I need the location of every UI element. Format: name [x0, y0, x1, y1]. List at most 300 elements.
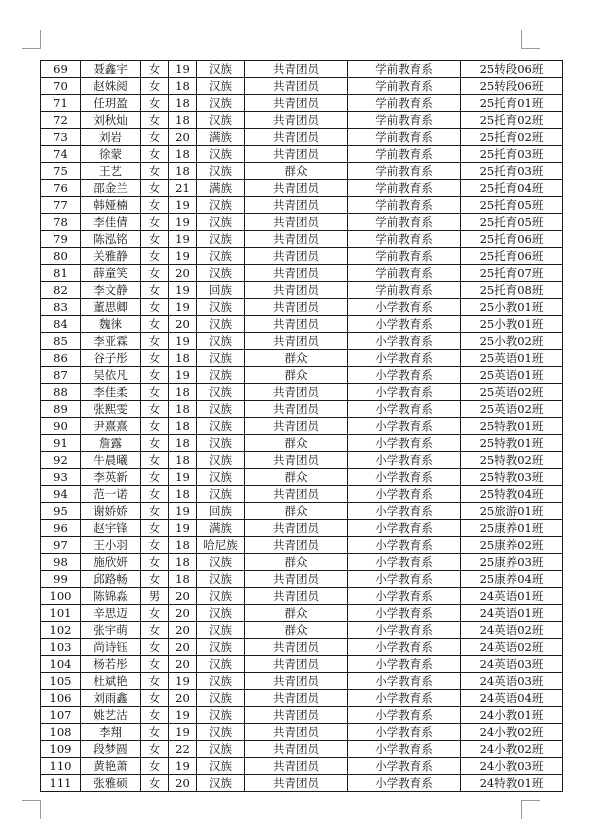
table-row	[41, 554, 563, 571]
political-status-cell: 共青团员	[245, 724, 348, 741]
row-number-cell: 86	[41, 350, 81, 367]
row-number-cell: 89	[41, 401, 81, 418]
ethnicity-cell: 汉族	[197, 95, 245, 112]
student-name-cell: 赵宇锋	[81, 520, 141, 537]
row-number-cell: 100	[41, 588, 81, 605]
gender-cell: 女	[141, 384, 169, 401]
gender-cell: 男	[141, 588, 169, 605]
row-number-cell: 94	[41, 486, 81, 503]
row-number-cell: 79	[41, 231, 81, 248]
department-cell: 学前教育系	[348, 265, 461, 282]
department-cell: 小学教育系	[348, 299, 461, 316]
political-status-cell: 共青团员	[245, 418, 348, 435]
age-cell: 20	[169, 622, 197, 639]
ethnicity-cell: 汉族	[197, 214, 245, 231]
student-name-cell: 段梦圆	[81, 741, 141, 758]
ethnicity-cell: 汉族	[197, 707, 245, 724]
row-number-cell: 75	[41, 163, 81, 180]
gender-cell: 女	[141, 112, 169, 129]
gender-cell: 女	[141, 707, 169, 724]
page-corner-mark-top-right	[521, 30, 540, 49]
class-name-cell: 25特教03班	[461, 469, 563, 486]
age-cell: 18	[169, 435, 197, 452]
ethnicity-cell: 汉族	[197, 197, 245, 214]
age-cell: 19	[169, 503, 197, 520]
gender-cell: 女	[141, 265, 169, 282]
class-name-cell: 25托育06班	[461, 248, 563, 265]
table-row	[41, 452, 563, 469]
ethnicity-cell: 汉族	[197, 775, 245, 792]
student-name-cell: 刘秋灿	[81, 112, 141, 129]
class-name-cell: 25托育04班	[461, 180, 563, 197]
table-row	[41, 469, 563, 486]
student-name-cell: 杨若彤	[81, 656, 141, 673]
ethnicity-cell: 汉族	[197, 146, 245, 163]
student-name-cell: 李佳柔	[81, 384, 141, 401]
age-cell: 19	[169, 61, 197, 78]
department-cell: 小学教育系	[348, 554, 461, 571]
table-row	[41, 350, 563, 367]
department-cell: 小学教育系	[348, 384, 461, 401]
department-cell: 学前教育系	[348, 231, 461, 248]
gender-cell: 女	[141, 78, 169, 95]
age-cell: 21	[169, 180, 197, 197]
class-name-cell: 25英语01班	[461, 350, 563, 367]
table-row	[41, 435, 563, 452]
political-status-cell: 共青团员	[245, 486, 348, 503]
table-row	[41, 78, 563, 95]
age-cell: 18	[169, 401, 197, 418]
row-number-cell: 92	[41, 452, 81, 469]
ethnicity-cell: 汉族	[197, 265, 245, 282]
department-cell: 学前教育系	[348, 95, 461, 112]
gender-cell: 女	[141, 435, 169, 452]
row-number-cell: 73	[41, 129, 81, 146]
age-cell: 18	[169, 163, 197, 180]
department-cell: 小学教育系	[348, 588, 461, 605]
political-status-cell: 共青团员	[245, 95, 348, 112]
political-status-cell: 共青团员	[245, 214, 348, 231]
row-number-cell: 69	[41, 61, 81, 78]
age-cell: 19	[169, 758, 197, 775]
gender-cell: 女	[141, 520, 169, 537]
department-cell: 小学教育系	[348, 656, 461, 673]
gender-cell: 女	[141, 180, 169, 197]
student-name-cell: 谷子彤	[81, 350, 141, 367]
age-cell: 19	[169, 231, 197, 248]
age-cell: 19	[169, 469, 197, 486]
ethnicity-cell: 汉族	[197, 469, 245, 486]
age-cell: 18	[169, 350, 197, 367]
department-cell: 学前教育系	[348, 61, 461, 78]
ethnicity-cell: 汉族	[197, 248, 245, 265]
age-cell: 18	[169, 537, 197, 554]
department-cell: 小学教育系	[348, 316, 461, 333]
student-name-cell: 詹露	[81, 435, 141, 452]
age-cell: 19	[169, 724, 197, 741]
gender-cell: 女	[141, 248, 169, 265]
gender-cell: 女	[141, 571, 169, 588]
gender-cell: 女	[141, 452, 169, 469]
ethnicity-cell: 汉族	[197, 741, 245, 758]
class-name-cell: 25托育07班	[461, 265, 563, 282]
age-cell: 19	[169, 367, 197, 384]
gender-cell: 女	[141, 231, 169, 248]
student-name-cell: 王小羽	[81, 537, 141, 554]
ethnicity-cell: 汉族	[197, 690, 245, 707]
political-status-cell: 共青团员	[245, 571, 348, 588]
ethnicity-cell: 汉族	[197, 554, 245, 571]
political-status-cell: 共青团员	[245, 282, 348, 299]
student-name-cell: 吴依凡	[81, 367, 141, 384]
student-name-cell: 聂鑫宇	[81, 61, 141, 78]
ethnicity-cell: 汉族	[197, 605, 245, 622]
department-cell: 学前教育系	[348, 129, 461, 146]
gender-cell: 女	[141, 503, 169, 520]
table-row	[41, 163, 563, 180]
student-name-cell: 谢娇娇	[81, 503, 141, 520]
student-name-cell: 杜斌艳	[81, 673, 141, 690]
department-cell: 小学教育系	[348, 775, 461, 792]
table-row	[41, 741, 563, 758]
row-number-cell: 107	[41, 707, 81, 724]
student-name-cell: 张宇萌	[81, 622, 141, 639]
page-corner-mark-top-left	[22, 30, 41, 49]
student-name-cell: 刘岩	[81, 129, 141, 146]
political-status-cell: 共青团员	[245, 299, 348, 316]
class-name-cell: 24小教03班	[461, 758, 563, 775]
table-row	[41, 622, 563, 639]
table-row	[41, 588, 563, 605]
class-name-cell: 25特教01班	[461, 435, 563, 452]
class-name-cell: 24小教02班	[461, 741, 563, 758]
ethnicity-cell: 汉族	[197, 231, 245, 248]
gender-cell: 女	[141, 775, 169, 792]
row-number-cell: 80	[41, 248, 81, 265]
student-name-cell: 李翔	[81, 724, 141, 741]
ethnicity-cell: 汉族	[197, 61, 245, 78]
class-name-cell: 24小教02班	[461, 724, 563, 741]
age-cell: 20	[169, 775, 197, 792]
ethnicity-cell: 汉族	[197, 163, 245, 180]
student-roster-table	[40, 60, 563, 792]
gender-cell: 女	[141, 690, 169, 707]
row-number-cell: 82	[41, 282, 81, 299]
political-status-cell: 共青团员	[245, 758, 348, 775]
age-cell: 19	[169, 197, 197, 214]
political-status-cell: 共青团员	[245, 537, 348, 554]
political-status-cell: 群众	[245, 350, 348, 367]
ethnicity-cell: 汉族	[197, 418, 245, 435]
ethnicity-cell: 满族	[197, 129, 245, 146]
student-name-cell: 范一诺	[81, 486, 141, 503]
political-status-cell: 群众	[245, 554, 348, 571]
department-cell: 小学教育系	[348, 571, 461, 588]
ethnicity-cell: 汉族	[197, 401, 245, 418]
table-row	[41, 639, 563, 656]
student-name-cell: 陈泓铭	[81, 231, 141, 248]
department-cell: 小学教育系	[348, 520, 461, 537]
class-name-cell: 25托育01班	[461, 95, 563, 112]
class-name-cell: 25小教01班	[461, 299, 563, 316]
table-row	[41, 707, 563, 724]
gender-cell: 女	[141, 95, 169, 112]
table-row	[41, 384, 563, 401]
table-row	[41, 401, 563, 418]
class-name-cell: 25托育05班	[461, 214, 563, 231]
ethnicity-cell: 汉族	[197, 316, 245, 333]
class-name-cell: 25转段06班	[461, 61, 563, 78]
gender-cell: 女	[141, 197, 169, 214]
political-status-cell: 共青团员	[245, 520, 348, 537]
student-name-cell: 关雅静	[81, 248, 141, 265]
department-cell: 小学教育系	[348, 605, 461, 622]
age-cell: 19	[169, 299, 197, 316]
ethnicity-cell: 回族	[197, 503, 245, 520]
table-row	[41, 537, 563, 554]
department-cell: 学前教育系	[348, 197, 461, 214]
table-row	[41, 299, 563, 316]
class-name-cell: 24英语02班	[461, 639, 563, 656]
row-number-cell: 83	[41, 299, 81, 316]
student-name-cell: 牛晨曦	[81, 452, 141, 469]
political-status-cell: 共青团员	[245, 741, 348, 758]
department-cell: 小学教育系	[348, 690, 461, 707]
class-name-cell: 25托育02班	[461, 112, 563, 129]
gender-cell: 女	[141, 129, 169, 146]
age-cell: 22	[169, 741, 197, 758]
row-number-cell: 77	[41, 197, 81, 214]
political-status-cell: 共青团员	[245, 588, 348, 605]
age-cell: 20	[169, 690, 197, 707]
row-number-cell: 81	[41, 265, 81, 282]
department-cell: 学前教育系	[348, 248, 461, 265]
student-name-cell: 刘雨鑫	[81, 690, 141, 707]
ethnicity-cell: 满族	[197, 180, 245, 197]
student-name-cell: 魏徕	[81, 316, 141, 333]
age-cell: 20	[169, 265, 197, 282]
class-name-cell: 25托育05班	[461, 197, 563, 214]
student-name-cell: 薛童笑	[81, 265, 141, 282]
political-status-cell: 共青团员	[245, 197, 348, 214]
political-status-cell: 群众	[245, 503, 348, 520]
political-status-cell: 共青团员	[245, 333, 348, 350]
gender-cell: 女	[141, 741, 169, 758]
political-status-cell: 群众	[245, 435, 348, 452]
student-name-cell: 董思卿	[81, 299, 141, 316]
age-cell: 18	[169, 486, 197, 503]
class-name-cell: 25旅游01班	[461, 503, 563, 520]
row-number-cell: 85	[41, 333, 81, 350]
political-status-cell: 共青团员	[245, 775, 348, 792]
department-cell: 小学教育系	[348, 622, 461, 639]
row-number-cell: 84	[41, 316, 81, 333]
age-cell: 18	[169, 452, 197, 469]
class-name-cell: 24小教01班	[461, 707, 563, 724]
row-number-cell: 90	[41, 418, 81, 435]
age-cell: 18	[169, 95, 197, 112]
table-row	[41, 520, 563, 537]
class-name-cell: 24英语01班	[461, 605, 563, 622]
political-status-cell: 共青团员	[245, 384, 348, 401]
table-row	[41, 418, 563, 435]
department-cell: 学前教育系	[348, 146, 461, 163]
department-cell: 小学教育系	[348, 741, 461, 758]
ethnicity-cell: 汉族	[197, 299, 245, 316]
gender-cell: 女	[141, 299, 169, 316]
political-status-cell: 群众	[245, 163, 348, 180]
ethnicity-cell: 汉族	[197, 78, 245, 95]
ethnicity-cell: 汉族	[197, 452, 245, 469]
row-number-cell: 95	[41, 503, 81, 520]
department-cell: 小学教育系	[348, 486, 461, 503]
department-cell: 小学教育系	[348, 367, 461, 384]
gender-cell: 女	[141, 554, 169, 571]
department-cell: 小学教育系	[348, 333, 461, 350]
age-cell: 18	[169, 112, 197, 129]
student-name-cell: 张熙雯	[81, 401, 141, 418]
gender-cell: 女	[141, 316, 169, 333]
class-name-cell: 25英语02班	[461, 384, 563, 401]
ethnicity-cell: 汉族	[197, 673, 245, 690]
row-number-cell: 70	[41, 78, 81, 95]
table-row	[41, 758, 563, 775]
gender-cell: 女	[141, 333, 169, 350]
class-name-cell: 25托育03班	[461, 146, 563, 163]
department-cell: 小学教育系	[348, 707, 461, 724]
table-row	[41, 673, 563, 690]
gender-cell: 女	[141, 418, 169, 435]
political-status-cell: 共青团员	[245, 639, 348, 656]
student-name-cell: 王艺	[81, 163, 141, 180]
class-name-cell: 25特教02班	[461, 452, 563, 469]
age-cell: 19	[169, 333, 197, 350]
table-row	[41, 112, 563, 129]
department-cell: 小学教育系	[348, 724, 461, 741]
student-name-cell: 李英新	[81, 469, 141, 486]
student-name-cell: 尚诗钰	[81, 639, 141, 656]
student-name-cell: 黄艳萧	[81, 758, 141, 775]
ethnicity-cell: 汉族	[197, 588, 245, 605]
class-name-cell: 25托育06班	[461, 231, 563, 248]
department-cell: 小学教育系	[348, 639, 461, 656]
department-cell: 小学教育系	[348, 673, 461, 690]
department-cell: 学前教育系	[348, 214, 461, 231]
political-status-cell: 共青团员	[245, 231, 348, 248]
table-row	[41, 214, 563, 231]
political-status-cell: 共青团员	[245, 656, 348, 673]
political-status-cell: 共青团员	[245, 78, 348, 95]
table-row	[41, 265, 563, 282]
page-corner-mark-bottom-right	[521, 800, 540, 819]
department-cell: 学前教育系	[348, 163, 461, 180]
class-name-cell: 25康养04班	[461, 571, 563, 588]
row-number-cell: 104	[41, 656, 81, 673]
class-name-cell: 24英语04班	[461, 690, 563, 707]
age-cell: 19	[169, 673, 197, 690]
row-number-cell: 108	[41, 724, 81, 741]
political-status-cell: 群众	[245, 469, 348, 486]
class-name-cell: 25小教02班	[461, 333, 563, 350]
age-cell: 18	[169, 146, 197, 163]
age-cell: 20	[169, 129, 197, 146]
row-number-cell: 102	[41, 622, 81, 639]
political-status-cell: 共青团员	[245, 452, 348, 469]
gender-cell: 女	[141, 146, 169, 163]
student-name-cell: 尹熹熹	[81, 418, 141, 435]
row-number-cell: 105	[41, 673, 81, 690]
gender-cell: 女	[141, 163, 169, 180]
row-number-cell: 76	[41, 180, 81, 197]
ethnicity-cell: 汉族	[197, 435, 245, 452]
table-row	[41, 95, 563, 112]
row-number-cell: 106	[41, 690, 81, 707]
gender-cell: 女	[141, 622, 169, 639]
row-number-cell: 97	[41, 537, 81, 554]
department-cell: 学前教育系	[348, 180, 461, 197]
age-cell: 18	[169, 571, 197, 588]
ethnicity-cell: 汉族	[197, 758, 245, 775]
department-cell: 小学教育系	[348, 503, 461, 520]
ethnicity-cell: 哈尼族	[197, 537, 245, 554]
table-row	[41, 503, 563, 520]
row-number-cell: 74	[41, 146, 81, 163]
student-name-cell: 任玥盈	[81, 95, 141, 112]
roster-body	[41, 61, 563, 792]
student-name-cell: 赵姝阅	[81, 78, 141, 95]
row-number-cell: 91	[41, 435, 81, 452]
age-cell: 19	[169, 248, 197, 265]
class-name-cell: 25转段06班	[461, 78, 563, 95]
row-number-cell: 72	[41, 112, 81, 129]
table-row	[41, 248, 563, 265]
class-name-cell: 25特教01班	[461, 418, 563, 435]
political-status-cell: 共青团员	[245, 129, 348, 146]
class-name-cell: 24英语02班	[461, 622, 563, 639]
class-name-cell: 25康养01班	[461, 520, 563, 537]
table-row	[41, 605, 563, 622]
row-number-cell: 98	[41, 554, 81, 571]
gender-cell: 女	[141, 605, 169, 622]
political-status-cell: 群众	[245, 367, 348, 384]
page-corner-mark-bottom-left	[22, 800, 41, 819]
student-name-cell: 陈锦淼	[81, 588, 141, 605]
gender-cell: 女	[141, 537, 169, 554]
age-cell: 18	[169, 384, 197, 401]
class-name-cell: 25康养03班	[461, 554, 563, 571]
gender-cell: 女	[141, 639, 169, 656]
row-number-cell: 87	[41, 367, 81, 384]
table-row	[41, 282, 563, 299]
table-row	[41, 775, 563, 792]
gender-cell: 女	[141, 282, 169, 299]
department-cell: 小学教育系	[348, 418, 461, 435]
political-status-cell: 共青团员	[245, 61, 348, 78]
table-row	[41, 724, 563, 741]
student-name-cell: 张雅硕	[81, 775, 141, 792]
political-status-cell: 共青团员	[245, 707, 348, 724]
row-number-cell: 96	[41, 520, 81, 537]
age-cell: 20	[169, 316, 197, 333]
political-status-cell: 共青团员	[245, 146, 348, 163]
ethnicity-cell: 汉族	[197, 350, 245, 367]
table-row	[41, 146, 563, 163]
gender-cell: 女	[141, 214, 169, 231]
table-row	[41, 656, 563, 673]
age-cell: 19	[169, 214, 197, 231]
gender-cell: 女	[141, 401, 169, 418]
class-name-cell: 25康养02班	[461, 537, 563, 554]
